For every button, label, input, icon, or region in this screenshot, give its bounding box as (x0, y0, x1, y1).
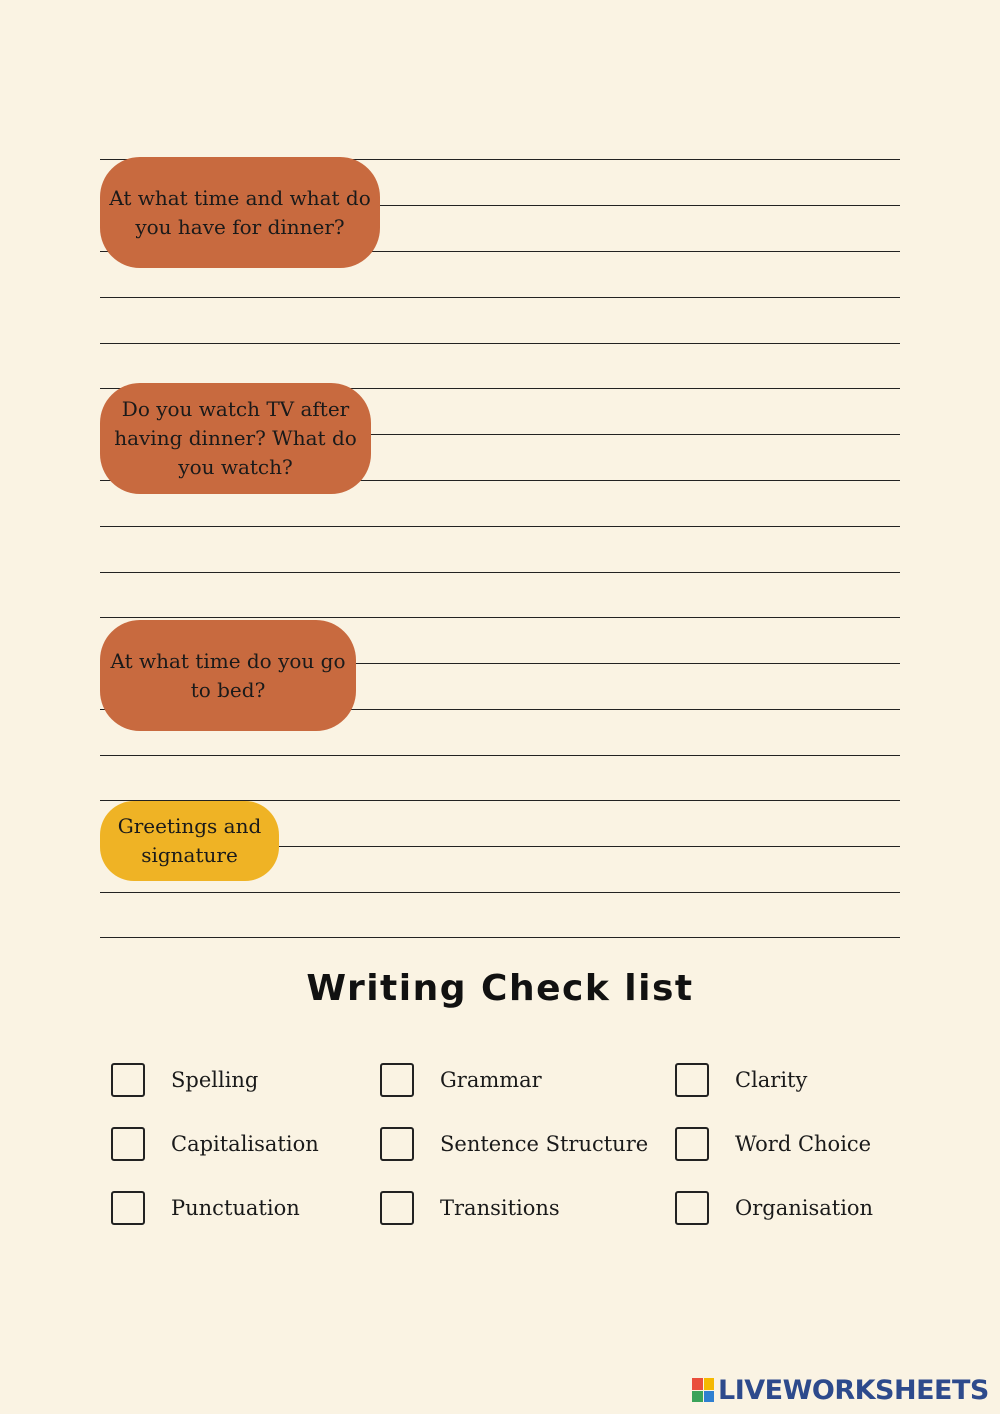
checkbox[interactable] (675, 1127, 709, 1161)
checklist-item[interactable] (675, 1124, 871, 1164)
checklist-label: Sentence Structure (440, 1132, 649, 1156)
checkbox[interactable] (380, 1191, 414, 1225)
checklist-label: Clarity (735, 1068, 808, 1092)
checklist-item[interactable] (111, 1060, 258, 1100)
checklist-item[interactable] (380, 1188, 560, 1228)
logo-mark-icon (692, 1378, 714, 1402)
liveworksheets-logo[interactable] (692, 1372, 989, 1408)
question-text: At what time do you go to bed? (110, 648, 346, 702)
logo-text: LIVEWORKSHEETS (718, 1374, 989, 1406)
checkbox[interactable] (380, 1127, 414, 1161)
writing-line[interactable] (100, 755, 900, 756)
question-text: At what time and what do you have for dinner? (109, 185, 371, 239)
checklist-item[interactable] (380, 1060, 542, 1100)
closing-text: Greetings and signature (117, 814, 262, 867)
checkbox[interactable] (111, 1127, 145, 1161)
writing-line[interactable] (100, 572, 900, 573)
question-bubble-dinner (100, 157, 380, 268)
writing-line[interactable] (100, 297, 900, 298)
closing-bubble (100, 801, 279, 881)
question-bubble-tv (100, 383, 371, 494)
checkbox[interactable] (675, 1191, 709, 1225)
checklist-item[interactable] (111, 1124, 319, 1164)
checkbox[interactable] (380, 1063, 414, 1097)
checklist-item[interactable] (380, 1124, 648, 1164)
checkbox[interactable] (675, 1063, 709, 1097)
checklist-label: Organisation (735, 1196, 874, 1220)
checklist-label: Grammar (440, 1068, 542, 1092)
checklist-label: Punctuation (171, 1196, 300, 1220)
writing-line[interactable] (100, 617, 900, 618)
checklist-item[interactable] (675, 1188, 873, 1228)
question-bubble-bedtime (100, 620, 356, 731)
checklist-label: Transitions (440, 1196, 560, 1220)
writing-line[interactable] (100, 937, 900, 938)
checklist-title: Writing Check list (306, 968, 694, 1009)
checklist-item[interactable] (675, 1060, 807, 1100)
checkbox[interactable] (111, 1063, 145, 1097)
checklist-label: Word Choice (735, 1132, 872, 1156)
checklist-label: Capitalisation (171, 1132, 319, 1156)
checklist-item[interactable] (111, 1188, 300, 1228)
writing-line[interactable] (100, 343, 900, 344)
writing-line[interactable] (100, 526, 900, 527)
checklist-label: Spelling (171, 1068, 259, 1092)
checkbox[interactable] (111, 1191, 145, 1225)
writing-line[interactable] (100, 892, 900, 893)
question-text: Do you watch TV after having dinner? What do you watch? (114, 397, 357, 479)
